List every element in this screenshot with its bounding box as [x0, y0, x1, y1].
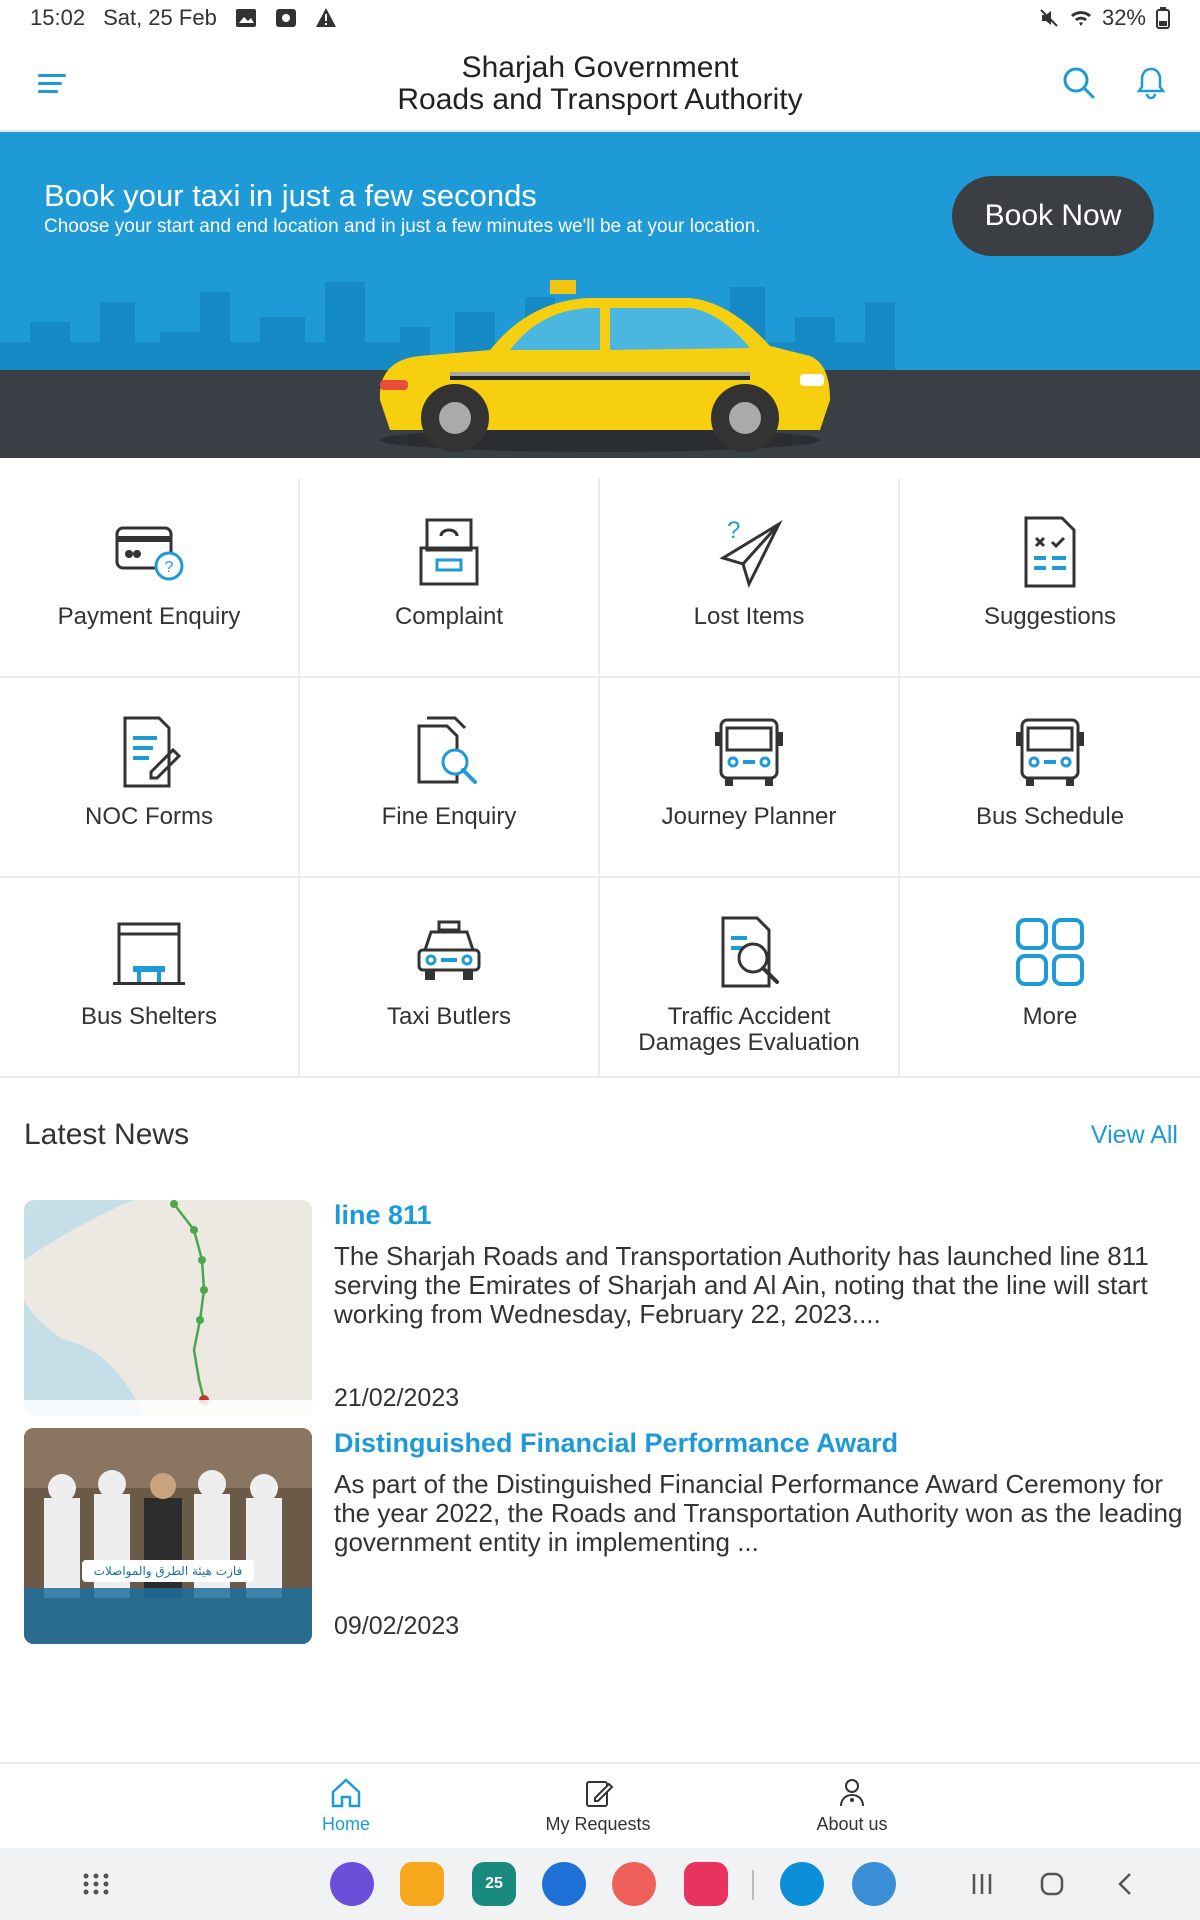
- form-pen-icon: [111, 714, 187, 790]
- status-date: Sat, 25 Feb: [103, 5, 217, 30]
- home-icon: [329, 1776, 363, 1810]
- service-label: Traffic Accident Damages Evaluation: [638, 1003, 860, 1056]
- nav-my-requests-label: My Requests: [545, 1814, 651, 1834]
- wifi-icon: [1070, 7, 1092, 29]
- banner-headline: Book your taxi in just a few seconds: [44, 178, 537, 213]
- service-fine-enquiry[interactable]: [300, 678, 600, 878]
- search-icon[interactable]: [1062, 66, 1096, 100]
- app-bar: [0, 36, 1200, 132]
- person-icon: [835, 1776, 869, 1810]
- nav-home[interactable]: [266, 1776, 426, 1835]
- services-grid: [0, 478, 1200, 1078]
- home-button-icon[interactable]: [1036, 1868, 1068, 1900]
- nav-my-requests[interactable]: [518, 1776, 678, 1835]
- document-search-icon: [411, 714, 487, 790]
- system-navigation-bar: [0, 1848, 1200, 1920]
- svg-text:?: ?: [164, 559, 174, 576]
- gallery-notification-icon: [235, 7, 257, 29]
- grid-more-icon: [1012, 914, 1088, 990]
- warning-icon: [315, 7, 337, 29]
- back-button-icon[interactable]: [1110, 1868, 1142, 1900]
- taxi-booking-banner[interactable]: [0, 132, 1200, 458]
- edit-doc-icon: [581, 1776, 615, 1810]
- app-notification-icon: [275, 7, 297, 29]
- service-label: Complaint: [394, 603, 504, 630]
- news-map-thumbnail: [24, 1200, 312, 1416]
- bus-icon: [711, 714, 787, 790]
- suggestions-doc-icon: [1012, 514, 1088, 590]
- menu-icon[interactable]: [38, 72, 68, 96]
- service-bus-schedule[interactable]: [900, 678, 1200, 878]
- banner-subtext: Choose your start and end location and in just a few minutes we'll be at your location.: [44, 216, 761, 237]
- camera-app-icon[interactable]: [684, 1862, 728, 1906]
- service-label: More: [1022, 1003, 1078, 1030]
- messages-app-icon[interactable]: [542, 1862, 586, 1906]
- nav-home-label: Home: [321, 1814, 370, 1834]
- service-traffic-accident[interactable]: [600, 878, 900, 1078]
- service-label: Bus Shelters: [80, 1003, 218, 1030]
- news-title: Distinguished Financial Performance Award: [334, 1428, 899, 1458]
- book-now-button[interactable]: Book Now: [952, 176, 1154, 256]
- contacts-app-icon[interactable]: [612, 1862, 656, 1906]
- service-journey-planner[interactable]: [600, 678, 900, 878]
- files-app-icon[interactable]: [400, 1862, 444, 1906]
- view-all-link[interactable]: View All: [1090, 1120, 1178, 1149]
- bus-icon: [1012, 714, 1088, 790]
- app-title: [300, 52, 900, 116]
- service-label: Bus Schedule: [975, 803, 1125, 830]
- service-label: NOC Forms: [85, 803, 213, 830]
- news-photo-thumbnail: [24, 1428, 312, 1644]
- battery-icon: [1156, 7, 1170, 29]
- mute-icon: [1038, 7, 1060, 29]
- dock-divider: [752, 1870, 754, 1900]
- nav-about-us[interactable]: [772, 1776, 932, 1835]
- service-bus-shelters[interactable]: [0, 878, 300, 1078]
- app-drawer-icon[interactable]: [80, 1868, 112, 1900]
- news-description: As part of the Distinguished Financial Performance Award Ceremony for the year 2022, the Roads and Transportation Authority won as the leading government entity in implementing ...: [334, 1469, 1183, 1557]
- news-header: [24, 1118, 1178, 1152]
- skype-app-icon[interactable]: [780, 1862, 824, 1906]
- taxi-icon: [411, 914, 487, 990]
- calendar-app-icon[interactable]: 25: [472, 1862, 516, 1906]
- award-photo: [24, 1428, 312, 1644]
- news-title: line 811: [334, 1200, 432, 1230]
- news-description: The Sharjah Roads and Transportation Authority has launched line 811 serving the Emirates of Sharjah and Al Ain, noting that the line will start working from Wednesday, February 22, 2023....: [334, 1241, 1149, 1329]
- news-section-title: Latest News: [24, 1118, 190, 1151]
- service-label: Suggestions: [983, 603, 1117, 630]
- news-date: 21/02/2023: [334, 1384, 460, 1412]
- news-item[interactable]: [24, 1428, 1184, 1644]
- service-label: Lost Items: [693, 603, 805, 630]
- taxi-car-illustration: [360, 280, 840, 456]
- service-payment-enquiry[interactable]: [0, 478, 300, 678]
- status-bar: [0, 0, 1200, 36]
- app-title-line2: Roads and Transport Authority: [397, 83, 803, 116]
- news-date: 09/02/2023: [334, 1612, 460, 1640]
- status-time: 15:02: [30, 5, 86, 30]
- battery-level: 32%: [1101, 5, 1146, 30]
- recents-button-icon[interactable]: [966, 1868, 998, 1900]
- service-lost-items[interactable]: [600, 478, 900, 678]
- service-complaint[interactable]: [300, 478, 600, 678]
- bell-icon[interactable]: [1136, 66, 1166, 100]
- card-question-icon: [111, 514, 187, 590]
- service-label: Taxi Butlers: [386, 1003, 512, 1030]
- service-more[interactable]: [900, 878, 1200, 1078]
- svg-text:?: ?: [727, 517, 741, 544]
- accident-doc-icon: [711, 914, 787, 990]
- app-title-line1: Sharjah Government: [461, 51, 739, 84]
- lost-items-icon: [711, 514, 787, 590]
- nav-about-us-label: About us: [816, 1814, 888, 1834]
- recent-app-icon[interactable]: [852, 1862, 896, 1906]
- service-suggestions[interactable]: [900, 478, 1200, 678]
- service-label: Journey Planner: [661, 803, 837, 830]
- internet-app-icon[interactable]: [330, 1862, 374, 1906]
- service-label: Payment Enquiry: [57, 603, 241, 630]
- service-noc-forms[interactable]: [0, 678, 300, 878]
- bottom-navigation: [0, 1762, 1200, 1848]
- service-taxi-butlers[interactable]: [300, 878, 600, 1078]
- service-label: Fine Enquiry: [381, 803, 517, 830]
- bus-shelter-icon: [111, 914, 187, 990]
- news-item[interactable]: [24, 1200, 1184, 1410]
- complaint-box-icon: [411, 514, 487, 590]
- news-image-caption: فازت هيئة الطرق والمواصلات: [93, 1564, 243, 1578]
